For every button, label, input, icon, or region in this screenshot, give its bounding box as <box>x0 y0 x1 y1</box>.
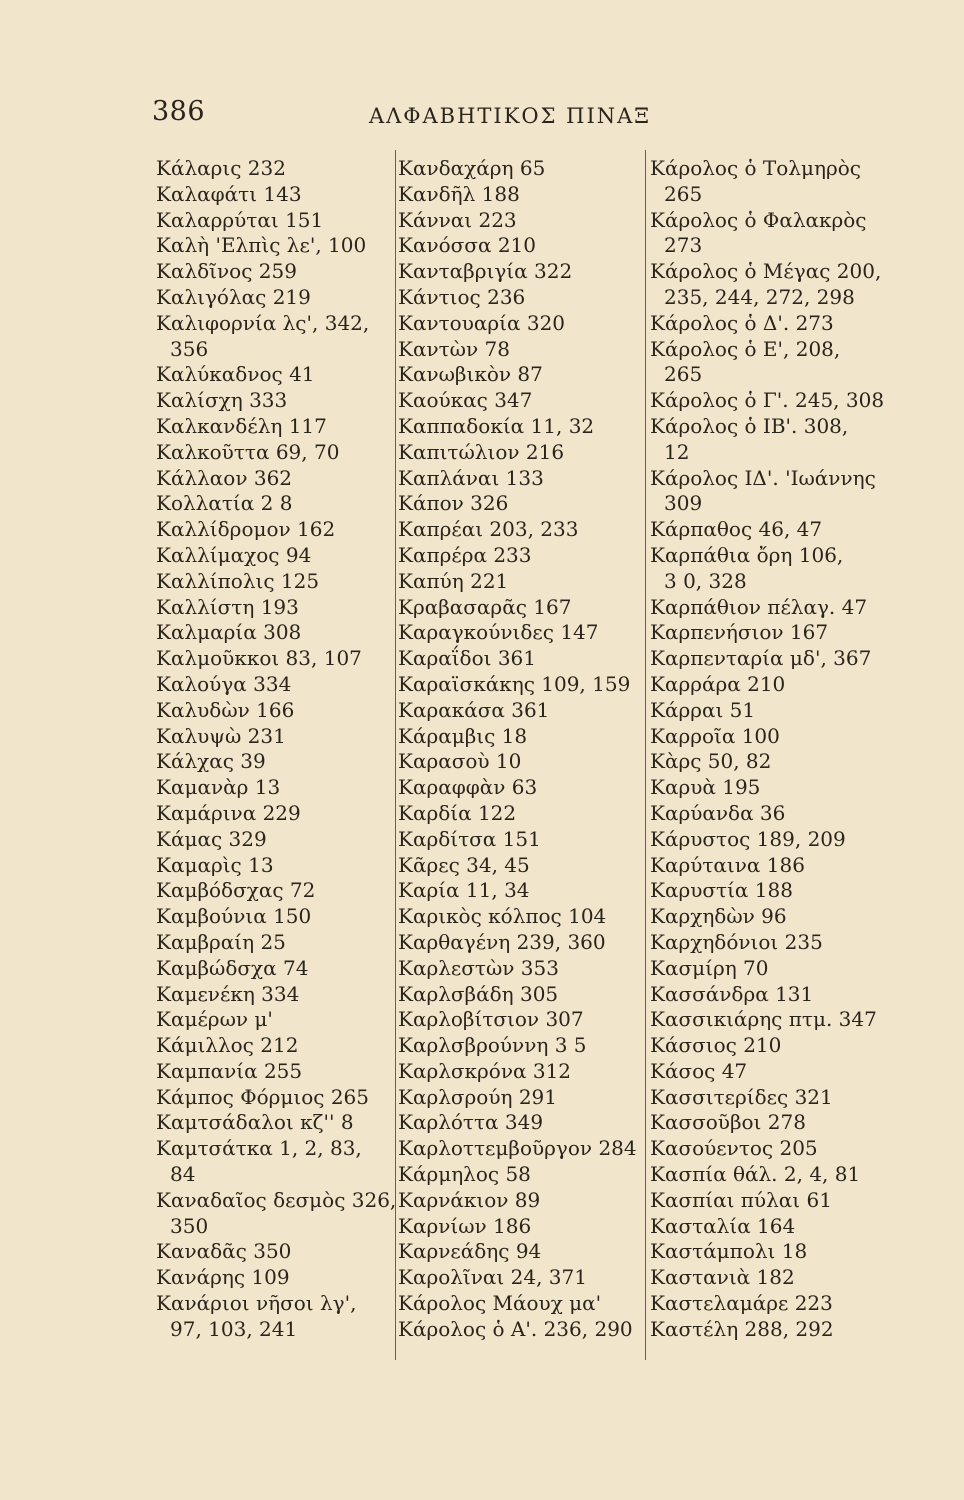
index-entry: Κασσικιάρης πτμ. 347 <box>650 1007 877 1032</box>
index-entry: Καλαφάτι 143 <box>156 181 302 206</box>
index-entry: Καρλσβρούννη 3 5 <box>398 1033 587 1058</box>
index-entry: Καμβώδσχα 74 <box>156 955 309 980</box>
index-entry: 235, 244, 272, 298 <box>664 284 855 309</box>
index-entry: Καρλόττα 349 <box>398 1110 544 1135</box>
index-entry: Καρράρα 210 <box>650 671 786 696</box>
index-entry: Καμτσάτκα 1, 2, 83, <box>156 1136 362 1161</box>
index-entry: Κάσσιος 210 <box>650 1033 782 1058</box>
index-entry: Κανδῆλ 188 <box>398 181 520 206</box>
index-entry: Κασπία θάλ. 2, 4, 81 <box>650 1162 861 1187</box>
index-entry: Καλίσχη 333 <box>156 388 288 413</box>
index-entry: Κάραμβις 18 <box>398 723 528 748</box>
index-entry: Καστάμπολι 18 <box>650 1239 808 1264</box>
index-entry: Καπύη 221 <box>398 568 509 593</box>
index-entry: Καμενέκη 334 <box>156 981 300 1006</box>
index-entry: Καντουαρία 320 <box>398 310 566 335</box>
index-entry: Καρχηδόνιοι 235 <box>650 929 823 954</box>
index-entry: Κᾶρες 34, 45 <box>398 852 530 877</box>
index-entry: Κάπον 326 <box>398 491 509 516</box>
index-entry: Καρικὸς κόλπος 104 <box>398 904 607 929</box>
index-entry: Καλιφορνία λς', 342, <box>156 310 370 335</box>
index-entry: Καλαρρύται 151 <box>156 207 324 232</box>
index-entry: Καρνάκιον 89 <box>398 1187 541 1212</box>
index-entry: Καραϊσκάκης 109, 159 <box>398 671 631 696</box>
index-entry: Κάρολος ὁ Μέγας 200, <box>650 259 882 284</box>
index-entry: 273 <box>664 233 703 258</box>
index-entry: Κάσος 47 <box>650 1058 748 1083</box>
index-entry: Κάρμηλος 58 <box>398 1162 531 1187</box>
index-entry: Καστανιὰ 182 <box>650 1265 795 1290</box>
index-entry: Καλλίμαχος 94 <box>156 542 312 567</box>
index-entry: Καπρέρα 233 <box>398 542 532 567</box>
index-entry: Καμβραίη 25 <box>156 929 286 954</box>
index-entry: Καλυδὼν 166 <box>156 697 295 722</box>
index-entry: Καραΐδοι 361 <box>398 646 537 671</box>
index-entry: Καλιγόλας 219 <box>156 284 311 309</box>
index-column-1 <box>156 156 397 1343</box>
index-entry: Καρθαγένη 239, 360 <box>398 929 606 954</box>
running-head-title: ΑΛΦΑΒΗΤΙΚΟΣ ΠΙΝΑΞ <box>368 104 652 128</box>
index-entry: Κάμιλλος 212 <box>156 1033 299 1058</box>
index-entry: Κασούεντος 205 <box>650 1136 818 1161</box>
index-entry: Κάρολος ὁ Δ'. 273 <box>650 310 834 335</box>
index-entry: Καρλσκρόνα 312 <box>398 1058 572 1083</box>
index-entry: 12 <box>664 439 690 464</box>
index-entry: Καπιτώλιον 216 <box>398 439 565 464</box>
index-entry: Κάρολος ΙΔ'. 'Ιωάννης <box>650 465 876 490</box>
index-entry: Κάρολος ὁ Φαλακρὸς <box>650 207 867 232</box>
index-entry: Κὰρς 50, 82 <box>650 749 772 774</box>
index-column-2 <box>398 156 644 1343</box>
index-entry: 309 <box>664 491 703 516</box>
index-entry: Καρδία 122 <box>398 800 517 825</box>
index-entry: Καραγκούνιδες 147 <box>398 620 599 645</box>
index-entry: Κανταβριγία 322 <box>398 259 573 284</box>
index-entry: Καστελαμάρε 223 <box>650 1291 833 1316</box>
index-entry: Κανάρης 109 <box>156 1265 290 1290</box>
index-entry: Καρδίτσα 151 <box>398 826 541 851</box>
index-entry: Καππαδοκία 11, 32 <box>398 413 595 438</box>
index-entry: Κάρολος Μάουχ μα' <box>398 1291 602 1316</box>
index-entry: Καλλίστη 193 <box>156 594 299 619</box>
index-entry: Καλδῖνος 259 <box>156 259 297 284</box>
index-entry: Καρολῖναι 24, 371 <box>398 1265 587 1290</box>
index-entry: Κάντιος 236 <box>398 284 526 309</box>
index-entry: Κασσιτερίδες 321 <box>650 1084 833 1109</box>
index-entry: Κασμίρη 70 <box>650 955 769 980</box>
index-entry: Καπλάναι 133 <box>398 465 544 490</box>
index-entry: Καλούγα 334 <box>156 671 292 696</box>
index-entry: Καρπάθια ὄρη 106, <box>650 542 844 567</box>
index-entry: Καρλσρούη 291 <box>398 1084 558 1109</box>
index-entry: Κάρολος ὁ Τολμηρὸς <box>650 156 861 180</box>
index-entry: Καραφφὰν 63 <box>398 775 538 800</box>
index-entry: Κάρυστος 189, 209 <box>650 826 846 851</box>
index-entry: Κάλαρις 232 <box>156 156 286 180</box>
index-entry: Καναδᾶς 350 <box>156 1239 292 1264</box>
index-entry: Καρροῖα 100 <box>650 723 780 748</box>
index-entry: Καρλοττεμβοῦργον 284 <box>398 1136 637 1161</box>
index-entry: Κάμας 329 <box>156 826 267 851</box>
column-divider <box>645 150 646 1360</box>
index-entry: Καμαρὶς 13 <box>156 852 274 877</box>
index-entry: Κασπίαι πύλαι 61 <box>650 1187 832 1212</box>
index-entry: Κανδαχάρη 65 <box>398 156 546 180</box>
index-entry: 356 <box>170 336 209 361</box>
index-entry: Καούκας 347 <box>398 388 533 413</box>
index-entry: Κάρολος ὁ Ε', 208, <box>650 336 841 361</box>
index-entry: Καμάρινα 229 <box>156 800 301 825</box>
index-entry: Κάρπαθος 46, 47 <box>650 517 823 542</box>
index-entry: Καλκοῦττα 69, 70 <box>156 439 340 464</box>
index-entry: Καρασοὺ 10 <box>398 749 522 774</box>
index-entry: Καλλίδρομον 162 <box>156 517 336 542</box>
index-entry: 350 <box>170 1213 209 1238</box>
index-entry: Καρπενταρία μδ', 367 <box>650 646 872 671</box>
index-entry: Καμπανία 255 <box>156 1058 303 1083</box>
index-entry: Καμέρων μ' <box>156 1007 273 1032</box>
column-divider <box>395 150 396 1360</box>
index-entry: Κασταλία 164 <box>650 1213 796 1238</box>
index-entry: Κάρολος ὁ Γ'. 245, 308 <box>650 388 885 413</box>
index-entry: Καναδαῖος δεσμὸς 326, <box>156 1187 397 1212</box>
index-entry: Καλλίπολις 125 <box>156 568 320 593</box>
index-entry: Καλκανδέλη 117 <box>156 413 327 438</box>
index-entry: Κάλλαον 362 <box>156 465 293 490</box>
index-entry: Καρνίων 186 <box>398 1213 532 1238</box>
index-entry: Καστέλη 288, 292 <box>650 1316 834 1341</box>
index-entry: Καρλεστὼν 353 <box>398 955 559 980</box>
index-entry: Καρχηδὼν 96 <box>650 904 787 929</box>
index-entry: 3 0, 328 <box>664 568 747 593</box>
index-entry: Καρυὰ 195 <box>650 775 761 800</box>
index-entry: Καλὴ 'Ελπὶς λε', 100 <box>156 233 367 258</box>
index-entry: Κάρραι 51 <box>650 697 756 722</box>
index-entry: Καλυψὼ 231 <box>156 723 286 748</box>
index-entry: Κάνναι 223 <box>398 207 517 232</box>
index-entry: Κάμπος Φόρμιος 265 <box>156 1084 369 1109</box>
index-entry: Καρυστία 188 <box>650 878 793 903</box>
index-entry: Καρπενήσιον 167 <box>650 620 829 645</box>
index-entry: 265 <box>664 181 703 206</box>
index-entry: Κάρολος ὁ Α'. 236, 290 <box>398 1316 633 1341</box>
page-number: 386 <box>152 96 206 127</box>
index-entry: Καμτσάδαλοι κζ'' 8 <box>156 1110 354 1135</box>
index-entry: Καρύταινα 186 <box>650 852 805 877</box>
index-entry: 265 <box>664 362 703 387</box>
index-entry: Κολλατία 2 8 <box>156 491 293 516</box>
index-entry: Καμβόδσχας 72 <box>156 878 316 903</box>
index-entry: Κανόσσα 210 <box>398 233 536 258</box>
index-entry: Κανωβικὸν 87 <box>398 362 543 387</box>
index-entry: Κασσοῦβοι 278 <box>650 1110 806 1135</box>
index-entry: Καρακάσα 361 <box>398 697 550 722</box>
index-entry: Καντὼν 78 <box>398 336 510 361</box>
index-entry: Καλμαρία 308 <box>156 620 302 645</box>
index-entry: Καρνεάδης 94 <box>398 1239 542 1264</box>
index-entry: Κανάριοι νῆσοι λγ', <box>156 1291 357 1316</box>
index-entry: Καρία 11, 34 <box>398 878 530 903</box>
index-entry: Κάλχας 39 <box>156 749 266 774</box>
index-entry: Καλμοῦκκοι 83, 107 <box>156 646 362 671</box>
index-entry: Κασσάνδρα 131 <box>650 981 814 1006</box>
index-entry: Καρύανδα 36 <box>650 800 786 825</box>
index-entry: Καρλσβάδη 305 <box>398 981 559 1006</box>
index-entry: Καμανὰρ 13 <box>156 775 281 800</box>
index-column-3 <box>650 156 894 1343</box>
index-entry: Καλύκαδνος 41 <box>156 362 315 387</box>
index-entry: Κραβασαρᾶς 167 <box>398 594 572 619</box>
index-entry: Καρλοβίτσιον 307 <box>398 1007 584 1032</box>
index-entry: Καμβούνια 150 <box>156 904 312 929</box>
index-entry: Καπρέαι 203, 233 <box>398 517 579 542</box>
index-entry: 97, 103, 241 <box>170 1316 298 1341</box>
index-entry: Καρπάθιον πέλαγ. 47 <box>650 594 868 619</box>
index-entry: 84 <box>170 1162 196 1187</box>
index-entry: Κάρολος ὁ ΙΒ'. 308, <box>650 413 849 438</box>
